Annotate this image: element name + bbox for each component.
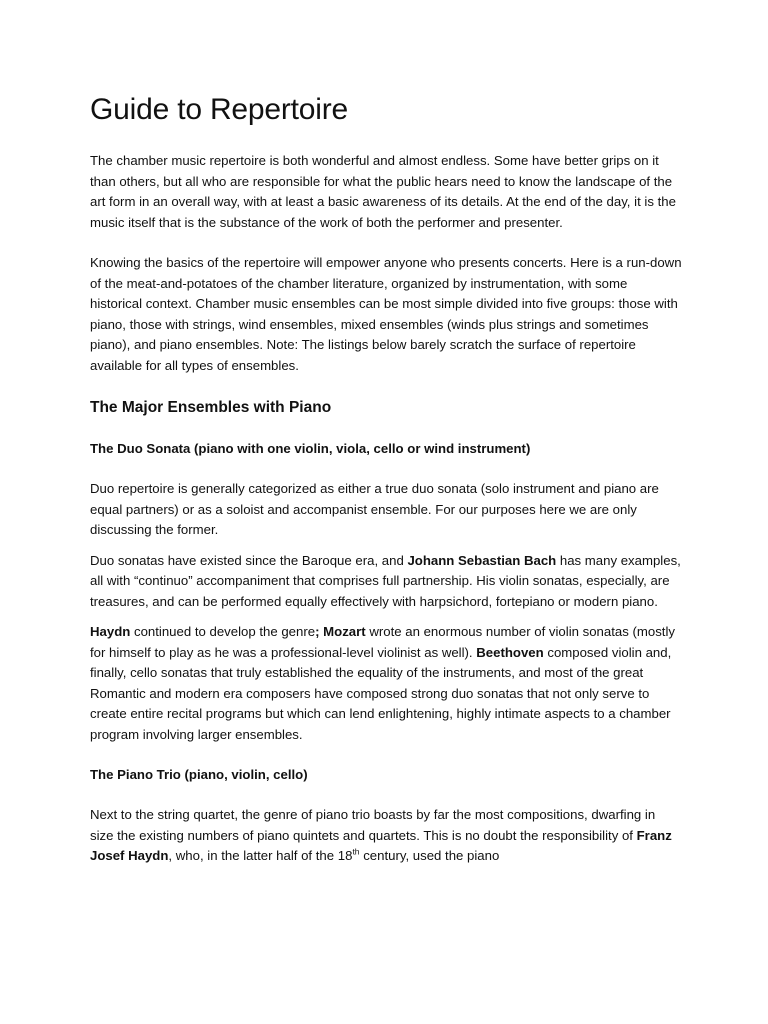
trio-p1-text-c: century, used the piano	[359, 848, 500, 864]
duo-paragraph-1: Duo repertoire is generally categorized as either a true duo sonata (solo instrument and piano are equal partners) or as a soloist and accompanist ensemble. For our purposes here we are only discussing the former.	[90, 481, 659, 538]
duo-p3-text-a: continued to develop the genre	[130, 624, 316, 640]
duo-p2-text-a: Duo sonatas have existed since the Baroque era, and	[90, 552, 408, 568]
duo-paragraph-3	[90, 622, 682, 745]
trio-paragraph-1	[90, 805, 682, 867]
intro-paragraph-1: The chamber music repertoire is both wonderful and almost endless. Some have better grips on it than others, but all who are responsible for what the public hears need to know the landscape of the art form in an overall way, with at least a basic awareness of its details. At the end of the day, it is the music itself that is the substance of the work of both the performer and presenter.	[90, 153, 676, 230]
composer-haydn: Haydn	[90, 624, 131, 640]
subheading-duo-sonata: The Duo Sonata (piano with one violin, viola, cello or wind instrument)	[90, 441, 531, 457]
page-title: Guide to Repertoire	[90, 93, 349, 126]
composer-mozart: Mozart	[319, 624, 366, 640]
composer-franz-josef-haydn: Franz Josef Haydn	[90, 827, 672, 864]
duo-p3-text-c: composed violin and, finally, cello sonatas that truly established the equality of the instruments, and most of the great Romantic and modern era composers have composed strong duo sonatas that not only serve to create entire recital programs but which can lend enlightening, highly intimate aspects to a chamber program involving larger ensembles.	[90, 644, 672, 742]
duo-paragraph-2	[90, 551, 682, 613]
trio-p1-text-b: , who, in the latter half of the 18	[168, 848, 353, 864]
duo-p2-text-b: has many examples, all with “continuo” accompaniment that comprises full partnership. His violin sonatas, especially, are treasures, and can be performed equally effectively with harpsichord, fortepiano or modern piano.	[90, 552, 681, 609]
duo-p3-text-b: wrote an enormous number of violin sonatas (mostly for himself to play as he was a professional-level violinist as well).	[90, 624, 675, 660]
intro-paragraph-2: Knowing the basics of the repertoire will empower anyone who presents concerts. Here is a run-down of the meat-and-potatoes of the chamber literature, organized by instrumentation, with some historical context. Chamber music ensembles can be most simple divided into five groups: those with piano, those with strings, wind ensembles, mixed ensembles (winds plus strings and sometimes piano), and piano ensembles. Note: The listings below barely scratch the surface of repertoire available for all types of ensembles.	[90, 255, 682, 373]
subheading-piano-trio: The Piano Trio (piano, violin, cello)	[90, 767, 308, 783]
ordinal-superscript: th	[352, 846, 360, 857]
composer-bach: Johann Sebastian Bach	[407, 552, 557, 568]
document-page	[90, 92, 682, 867]
trio-p1-text-a: Next to the string quartet, the genre of piano trio boasts by far the most compositions, dwarfing in size the existing numbers of piano quintets and quartets. This is no doubt the responsibility of	[90, 807, 656, 843]
section-heading-ensembles-with-piano: The Major Ensembles with Piano	[90, 399, 332, 416]
duo-p3-semicolon: ;	[315, 624, 320, 640]
composer-beethoven: Beethoven	[476, 644, 544, 660]
